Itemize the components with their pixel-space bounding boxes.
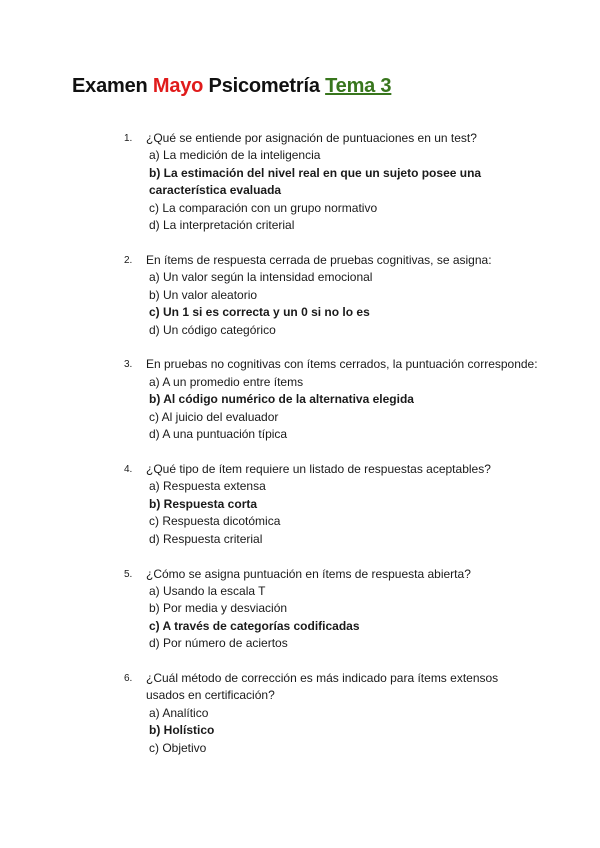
question-item xyxy=(0,252,600,339)
question-number: 5. xyxy=(124,568,133,580)
answer-option: a) A un promedio entre ítems xyxy=(149,374,304,389)
answer-option: a) Analítico xyxy=(149,705,209,720)
option-list xyxy=(146,269,540,339)
option-list xyxy=(146,147,540,234)
answer-option-correct: b) Al código numérico de la alternativa elegida xyxy=(149,392,414,407)
answer-option: a) Usando la escala T xyxy=(149,583,266,598)
answer-option: d) Respuesta criterial xyxy=(149,531,263,546)
answer-option: c) Respuesta dicotómica xyxy=(149,514,281,529)
answer-option-correct: c) A través de categorías codificadas xyxy=(149,618,360,633)
answer-option: a) La medición de la inteligencia xyxy=(149,148,321,163)
answer-option: b) Por media y desviación xyxy=(149,601,288,616)
question-text: En ítems de respuesta cerrada de pruebas cognitivas, se asigna: xyxy=(146,252,492,267)
question-number: 6. xyxy=(124,673,133,685)
question-item xyxy=(0,566,600,653)
answer-option: a) Un valor según la intensidad emocional xyxy=(149,270,373,285)
answer-option-correct: b) Respuesta corta xyxy=(149,496,258,511)
answer-option: d) La interpretación criterial xyxy=(149,218,295,233)
option-list xyxy=(146,478,540,548)
question-text: ¿Cómo se asigna puntuación en ítems de respuesta abierta? xyxy=(146,566,471,581)
title-part-topic: Tema 3 xyxy=(325,75,392,97)
answer-option: d) Un código categórico xyxy=(149,322,276,337)
title-part-subject: Psicometría xyxy=(203,75,326,97)
answer-option: b) Un valor aleatorio xyxy=(149,287,258,302)
question-text: En pruebas no cognitivas con ítems cerrados, la puntuación corresponde: xyxy=(146,357,538,372)
answer-option-correct: b) La estimación del nivel real en que un sujeto posee una característica evaluada xyxy=(149,165,482,198)
answer-option: d) Por número de aciertos xyxy=(149,636,288,651)
question-text: ¿Qué tipo de ítem requiere un listado de respuestas aceptables? xyxy=(146,462,491,476)
answer-option-correct: c) Un 1 si es correcta y un 0 si no lo es xyxy=(149,305,370,320)
answer-option: c) La comparación con un grupo normativo xyxy=(149,200,378,215)
title-part-exam: Examen xyxy=(72,75,153,97)
question-text: ¿Qué se entiende por asignación de puntuaciones en un test? xyxy=(146,131,477,145)
option-list xyxy=(146,705,540,757)
question-number: 1. xyxy=(124,133,133,144)
question-item xyxy=(0,130,600,234)
question-item xyxy=(0,356,600,443)
page-title xyxy=(72,74,391,98)
question-list xyxy=(0,130,600,775)
question-number: 3. xyxy=(124,359,133,371)
answer-option-correct: b) Holístico xyxy=(149,723,215,738)
answer-option: a) Respuesta extensa xyxy=(149,479,266,494)
question-item xyxy=(0,670,600,757)
answer-option: d) A una puntuación típica xyxy=(149,427,288,442)
title-part-month: Mayo xyxy=(152,75,204,97)
question-item xyxy=(0,461,600,548)
question-text: ¿Cuál método de corrección es más indicado para ítems extensos usados en certificación? xyxy=(146,671,499,703)
question-number: 2. xyxy=(124,254,133,266)
answer-option: c) Al juicio del evaluador xyxy=(149,409,279,424)
question-number: 4. xyxy=(124,464,133,475)
option-list xyxy=(146,583,540,653)
option-list xyxy=(146,374,540,444)
answer-option: c) Objetivo xyxy=(149,740,207,755)
